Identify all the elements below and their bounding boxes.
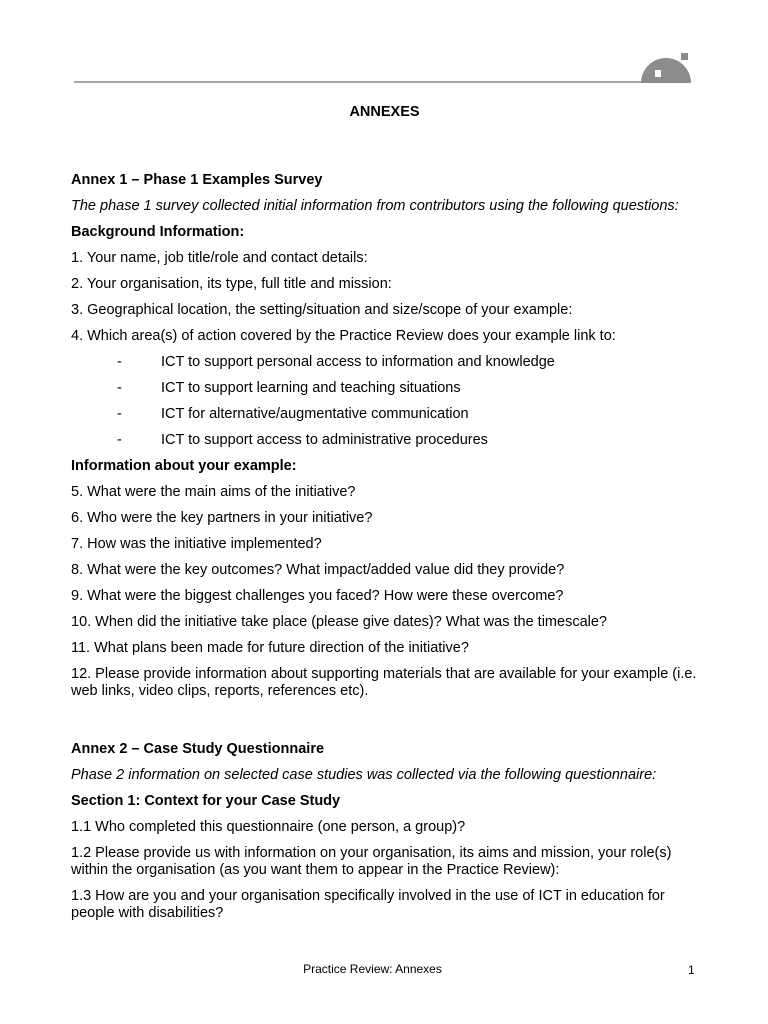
bullet-marker: - bbox=[117, 406, 122, 422]
questionnaire-item: 1.3 How are you and your organisation specifically involved in the use of ICT in education for people with disabilities? bbox=[71, 888, 665, 921]
section1-heading: Section 1: Context for your Case Study bbox=[71, 793, 341, 809]
bullet-text: ICT for alternative/augmentative communication bbox=[161, 406, 469, 422]
survey-question: 10. When did the initiative take place (please give dates)? What was the timescale? bbox=[71, 614, 607, 630]
survey-question: 4. Which area(s) of action covered by the Practice Review does your example link to: bbox=[71, 328, 616, 344]
bullet-text: ICT to support access to administrative procedures bbox=[161, 432, 488, 448]
survey-question: 12. Please provide information about supporting materials that are available for your example (i.e. web links, video clips, reports, references etc). bbox=[71, 666, 697, 699]
header-rule bbox=[74, 81, 690, 83]
example-heading: Information about your example: bbox=[71, 458, 297, 474]
page-number: 1 bbox=[688, 963, 695, 977]
survey-question: 9. What were the biggest challenges you faced? How were these overcome? bbox=[71, 588, 564, 604]
annex2-intro: Phase 2 information on selected case studies was collected via the following questionnaire: bbox=[71, 767, 657, 783]
survey-question: 5. What were the main aims of the initiative? bbox=[71, 484, 356, 500]
bullet-marker: - bbox=[117, 380, 122, 396]
background-heading: Background Information: bbox=[71, 224, 245, 240]
page-title: ANNEXES bbox=[349, 104, 420, 120]
list-item bbox=[71, 380, 698, 397]
questionnaire-item: 1.1 Who completed this questionnaire (one person, a group)? bbox=[71, 819, 466, 835]
annex2-heading: Annex 2 – Case Study Questionnaire bbox=[71, 741, 325, 757]
annex1-intro: The phase 1 survey collected initial information from contributors using the following questions: bbox=[71, 198, 679, 214]
bullet-text: ICT to support personal access to information and knowledge bbox=[161, 354, 555, 370]
survey-question: 3. Geographical location, the setting/situation and size/scope of your example: bbox=[71, 302, 573, 318]
survey-question: 2. Your organisation, its type, full title and mission: bbox=[71, 276, 392, 292]
survey-question: 6. Who were the key partners in your initiative? bbox=[71, 510, 373, 526]
survey-question: 1. Your name, job title/role and contact details: bbox=[71, 250, 368, 266]
annex1-heading: Annex 1 – Phase 1 Examples Survey bbox=[71, 172, 323, 188]
list-item bbox=[71, 406, 698, 423]
bullet-marker: - bbox=[117, 354, 122, 370]
survey-question: 11. What plans been made for future direction of the initiative? bbox=[71, 640, 469, 656]
dome-logo-icon bbox=[640, 52, 692, 84]
footer-title: Practice Review: Annexes bbox=[303, 962, 442, 976]
questionnaire-item: 1.2 Please provide us with information on your organisation, its aims and mission, your role(s) within the organisation (as you want them to appear in the Practice Review): bbox=[71, 845, 672, 878]
bullet-text: ICT to support learning and teaching situations bbox=[161, 380, 461, 396]
document-body bbox=[71, 104, 698, 922]
survey-question: 7. How was the initiative implemented? bbox=[71, 536, 322, 552]
list-item bbox=[71, 432, 698, 449]
bullet-marker: - bbox=[117, 432, 122, 448]
list-item bbox=[71, 354, 698, 371]
survey-question: 8. What were the key outcomes? What impact/added value did they provide? bbox=[71, 562, 565, 578]
